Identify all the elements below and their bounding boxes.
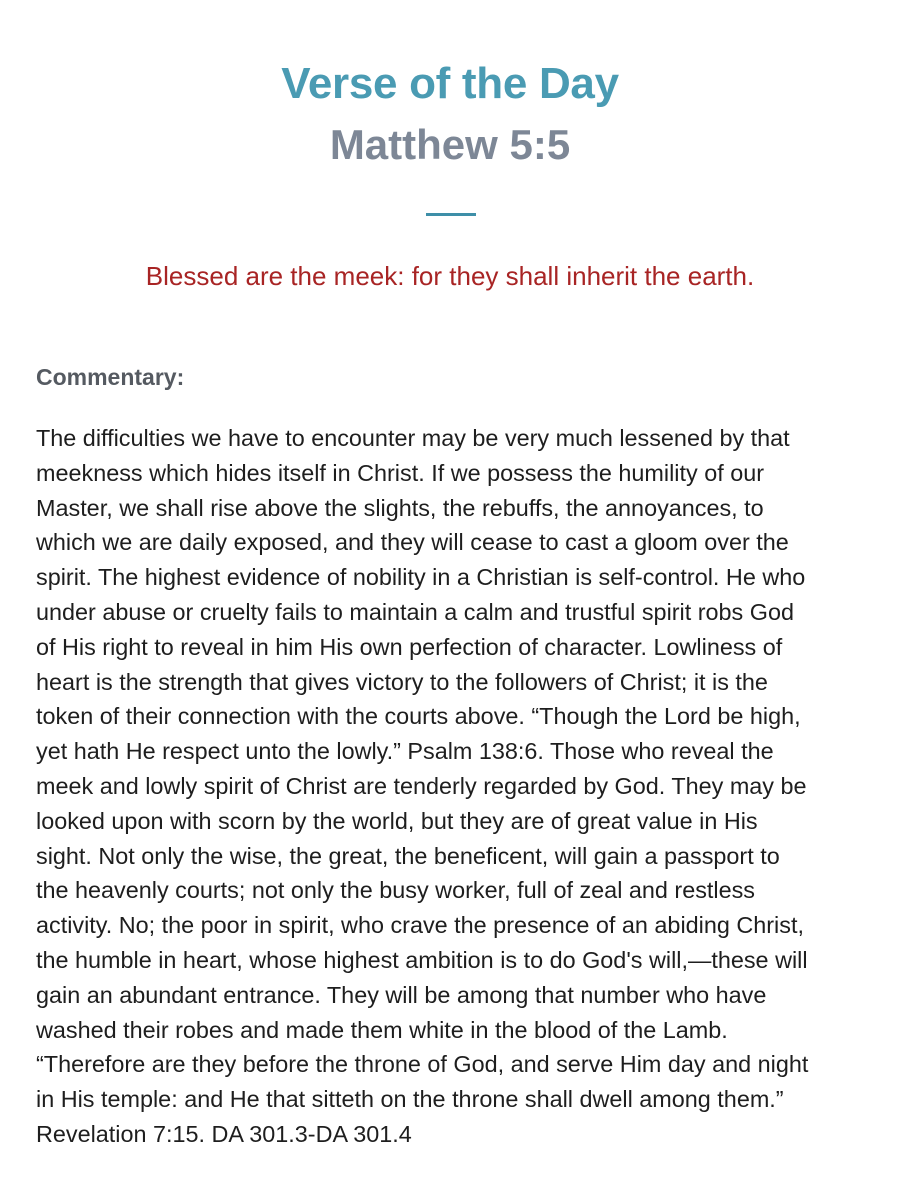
commentary-line: Master, we shall rise above the slights, the rebuffs, the annoyances, to: [36, 494, 764, 521]
commentary-line: token of their connection with the courts above. “Though the Lord be high,: [36, 703, 801, 730]
commentary-line: washed their robes and made them white in the blood of the Lamb.: [36, 1016, 728, 1043]
commentary-line: “Therefore are they before the throne of God, and serve Him day and night: [36, 1051, 809, 1078]
title-divider: [426, 213, 476, 216]
commentary-line: The difficulties we have to encounter may be very much lessened by that: [36, 425, 790, 451]
commentary-line: in His temple: and He that sitteth on the throne shall dwell among them.”: [36, 1086, 784, 1113]
commentary-line: looked upon with scorn by the world, but they are of great value in His: [36, 807, 758, 834]
commentary-line: under abuse or cruelty fails to maintain a calm and trustful spirit robs God: [36, 598, 794, 625]
commentary-line: gain an abundant entrance. They will be among that number who have: [36, 981, 767, 1008]
page-title: Verse of the Day: [281, 59, 619, 108]
commentary-line: yet hath He respect unto the lowly.” Psalm 138:6. Those who reveal the: [36, 738, 774, 765]
commentary-line: the heavenly courts; not only the busy worker, full of zeal and restless: [36, 877, 755, 904]
commentary-heading: Commentary:: [36, 364, 185, 390]
commentary-line: meekness which hides itself in Christ. If we possess the humility of our: [36, 459, 765, 486]
commentary-line: of His right to reveal in him His own perfection of character. Lowliness of: [36, 633, 783, 660]
commentary-body: [36, 421, 864, 1152]
commentary-line: Revelation 7:15. DA 301.3-DA 301.4: [36, 1120, 412, 1147]
commentary-line: the humble in heart, whose highest ambition is to do God's will,—these will: [36, 946, 808, 973]
commentary-line: meek and lowly spirit of Christ are tenderly regarded by God. They may be: [36, 772, 807, 799]
commentary-line: heart is the strength that gives victory to the followers of Christ; it is the: [36, 668, 768, 695]
verse-reference: Matthew 5:5: [329, 121, 571, 168]
commentary-line: sight. Not only the wise, the great, the beneficent, will gain a passport to: [36, 842, 780, 869]
commentary-line: spirit. The highest evidence of nobility in a Christian is self-control. He who: [36, 564, 806, 591]
verse-text: Blessed are the meek: for they shall inherit the earth.: [145, 261, 755, 291]
commentary-line: activity. No; the poor in spirit, who crave the presence of an abiding Christ,: [36, 912, 804, 939]
commentary-line: which we are daily exposed, and they will cease to cast a gloom over the: [36, 529, 789, 556]
